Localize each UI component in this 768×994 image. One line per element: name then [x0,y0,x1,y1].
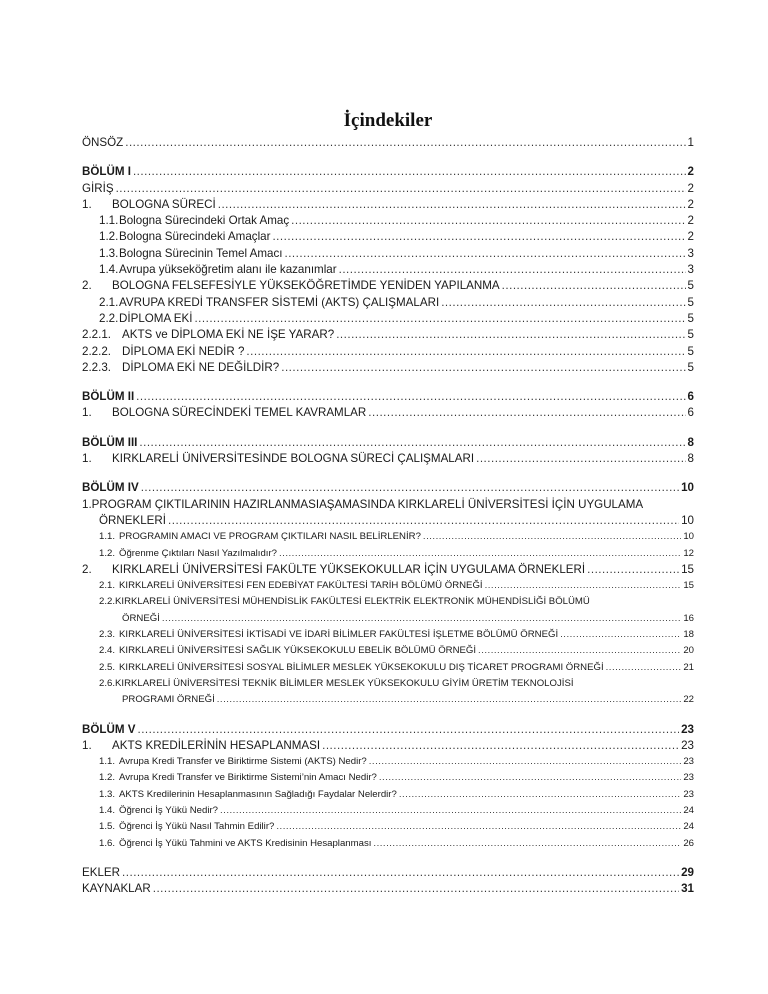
dot-leader [281,360,685,376]
toc-page-number: 10 [681,513,694,527]
toc-number: 1. [82,452,92,466]
toc-label: KIRKLARELİ ÜNİVERSİTESİ SAĞLIK YÜKSEKOKULU EBELİK BÖLÜMÜ ÖRNEĞİ [119,645,477,657]
dot-leader [373,836,681,852]
dot-leader [485,578,682,594]
dot-leader [322,738,679,754]
toc-page-number: 5 [687,295,694,309]
toc-entry-giris[interactable] [82,181,694,197]
toc-number: 1.2. [99,772,116,784]
dot-leader [339,262,686,278]
toc-label: GİRİŞ [82,181,114,195]
toc-number: 1.4. [99,263,119,277]
toc-entry[interactable] [82,295,694,311]
toc-label: BOLOGNA SÜRECİNDEKİ TEMEL KAVRAMLAR [112,406,367,420]
toc-page-number: 12 [683,547,694,559]
dot-leader [141,480,679,496]
dot-leader [291,213,685,229]
dot-leader [587,562,679,578]
dot-leader [606,660,682,676]
dot-leader [476,451,685,467]
toc-page-number: 2 [687,181,694,195]
toc-entry[interactable] [82,643,694,659]
toc-page-number: 15 [683,580,694,592]
section-gap [82,852,694,865]
toc-entry-bolum-5[interactable] [82,722,694,738]
toc-page-number: 3 [687,263,694,277]
toc-page-number: 5 [687,360,694,374]
toc-number: 1.3. [99,788,116,800]
dot-leader [218,197,686,213]
toc-entry[interactable] [82,262,694,278]
toc-number: 1.2. [99,230,119,244]
toc-page-number: 18 [683,629,694,641]
toc-entry[interactable] [82,246,694,262]
toc-label: Öğrenci İş Yükü Tahmini ve AKTS Kredisinin Hesaplanması [119,837,372,849]
toc-page-number: 1 [687,136,694,149]
dot-leader [137,722,679,738]
toc-number: 1.5. [99,821,116,833]
toc-entry[interactable] [82,451,694,467]
toc-entry[interactable] [82,197,694,213]
toc-entry-bolum-4[interactable] [82,480,694,496]
toc-label: BÖLÜM I [82,165,131,179]
dot-leader [220,803,681,819]
dot-leader [246,344,685,360]
toc-number: 2. [82,562,92,576]
toc-entry[interactable] [82,327,694,343]
toc-number: 1.1. [99,756,116,768]
dot-leader [116,181,686,197]
toc-label: BOLOGNA SÜRECİ [112,197,216,211]
toc-label: PROGRAM ÇIKTILARININ HAZIRLANMASIAŞAMASINDA KIRKLARELİ ÜNİVERSİTESİ İÇİN UYGULAMA [91,497,644,511]
toc-page-number: 23 [681,738,694,752]
toc-page-number: 23 [681,722,694,736]
toc-entry[interactable] [82,497,694,530]
toc-entry-bolum-3[interactable] [82,435,694,451]
toc-number: 2.1. [99,295,119,309]
toc-number: 2.2. [99,596,116,608]
toc-label: KIRKLARELİ ÜNİVERSİTESİ İKTİSADİ VE İDARİ BİLİMLER FAKÜLTESİ İŞLETME BÖLÜMÜ ÖRNEĞİ [119,629,559,641]
toc-entry[interactable] [82,770,694,786]
toc-page-number: 8 [687,435,694,449]
dot-leader [368,405,685,421]
section-gap [82,467,694,480]
toc-page-number: 24 [683,804,694,816]
toc-label: AKTS ve DİPLOMA EKİ NE İŞE YARAR? [122,328,335,342]
toc-number: 2. [82,279,92,293]
toc-number: 1.3. [99,246,119,260]
toc-entry[interactable] [82,754,694,770]
toc-label: KAYNAKLAR [82,882,151,896]
toc-entry-line-1 [82,676,694,692]
toc-entry[interactable] [82,213,694,229]
toc-entry[interactable] [82,738,694,754]
toc-entry[interactable] [82,660,694,676]
toc-page-number: 5 [687,328,694,342]
dot-leader [478,643,681,659]
toc-number: 1. [82,738,92,752]
toc-page-number: 16 [683,612,694,624]
toc-number: 2.1. [99,580,116,592]
toc-page-number: 2 [687,165,694,179]
toc-entry[interactable] [82,594,694,627]
toc-label: BÖLÜM III [82,435,138,449]
table-of-contents [82,135,694,897]
toc-label: DİPLOMA EKİ NE DEĞİLDİR? [122,360,280,374]
toc-number: 2.2.3. [82,360,112,374]
toc-label: Öğrenme Çıktıları Nasıl Yazılmalıdır? [119,547,277,559]
toc-label: BÖLÜM II [82,390,135,404]
dot-leader [276,819,681,835]
dot-leader [194,311,685,327]
toc-label: AVRUPA KREDİ TRANSFER SİSTEMİ (AKTS) ÇALIŞMALARI [119,295,440,309]
dot-leader [139,435,685,451]
toc-label: PROGRAMIN AMACI VE PROGRAM ÇIKTILARI NASIL BELİRLENİR? [119,531,421,543]
toc-label: ÖRNEĞİ [122,612,160,624]
toc-number: 2.4. [99,645,116,657]
dot-leader [272,229,685,245]
toc-page-number: 10 [681,481,694,495]
toc-label: BOLOGNA FELSEFESİYLE YÜKSEKÖĞRETİMDE YENİDEN YAPILANMA [112,279,500,293]
toc-entry-onsoz[interactable] [82,135,694,151]
dot-leader [336,327,685,343]
toc-label: DİPLOMA EKİ [119,311,193,325]
toc-page-number: 2 [687,230,694,244]
toc-page-number: 10 [683,531,694,543]
toc-label: BÖLÜM V [82,722,136,736]
toc-label: Bologna Sürecindeki Amaçlar [119,230,271,244]
toc-label: Avrupa Kredi Transfer ve Biriktirme Sistemi’nin Amacı Nedir? [119,772,377,784]
toc-page-number: 2 [687,197,694,211]
dot-leader [133,164,686,180]
toc-page-number: 23 [683,788,694,800]
section-gap [82,376,694,389]
dot-leader [423,529,681,545]
toc-entry[interactable] [82,803,694,819]
toc-label: Öğrenci İş Yükü Nedir? [119,804,219,816]
toc-page-number: 15 [681,562,694,576]
toc-label: ÖRNEKLERİ [99,513,167,527]
toc-label: PROGRAMI ÖRNEĞİ [122,694,215,706]
toc-page-number: 20 [683,645,694,657]
dot-leader [153,881,679,897]
toc-page-number: 6 [687,406,694,420]
section-gap [82,422,694,435]
toc-page-number: 24 [683,821,694,833]
dot-leader [125,135,685,151]
toc-page-number: 8 [687,452,694,466]
toc-entry-bolum-1[interactable] [82,164,694,180]
dot-leader [136,389,685,405]
toc-entry-line-2 [82,513,694,529]
toc-label: EKLER [82,865,121,879]
toc-entry-kaynaklar[interactable] [82,881,694,897]
toc-label: KIRKLARELİ ÜNİVERSİTESİ FAKÜLTE YÜKSEKOKULLAR İÇİN UYGULAMA ÖRNEKLERİ [112,562,586,576]
dot-leader [441,295,685,311]
toc-entry-line-1 [82,497,694,513]
toc-number: 1.1. [99,531,116,543]
toc-number: 2.5. [99,661,116,673]
toc-entry[interactable] [82,229,694,245]
toc-entry[interactable] [82,578,694,594]
toc-number: 2.6. [99,677,116,689]
toc-entry[interactable] [82,311,694,327]
toc-page-number: 3 [687,246,694,260]
toc-label: Bologna Sürecindeki Ortak Amaç [119,214,290,228]
toc-entry[interactable] [82,360,694,376]
dot-leader [162,611,681,627]
toc-page-number: 2 [687,214,694,228]
toc-label: KIRKLARELİ ÜNİVERSİTESİ SOSYAL BİLİMLER MESLEK YÜKSEKOKULU DIŞ TİCARET PROGRAMI ÖRNEĞİ [119,661,604,673]
toc-number: 2.2.1. [82,328,112,342]
dot-leader [217,692,682,708]
toc-entry-line-2 [82,611,694,627]
dot-leader [168,513,679,529]
dot-leader [369,754,682,770]
toc-entry-line-1 [82,594,694,610]
toc-entry[interactable] [82,627,694,643]
toc-page-number: 5 [687,279,694,293]
toc-number: 1.6. [99,837,116,849]
toc-entry[interactable] [82,787,694,803]
toc-label: AKTS Kredilerinin Hesaplanmasının Sağladığı Faydalar Nelerdir? [119,788,397,800]
toc-entry[interactable] [82,676,694,709]
page-title: İçindekiler [343,110,433,131]
toc-number: 1.1. [99,214,119,228]
toc-number: 2.2. [99,311,119,325]
toc-label: Avrupa Kredi Transfer ve Biriktirme Sistemi (AKTS) Nedir? [119,756,367,768]
toc-entry[interactable] [82,546,694,562]
toc-page-number: 5 [687,311,694,325]
dot-leader [560,627,681,643]
toc-page-number: 21 [683,661,694,673]
section-gap [82,151,694,164]
toc-page-number: 26 [683,837,694,849]
toc-label: KIRKLARELİ ÜNİVERSİTESİNDE BOLOGNA SÜRECİ ÇALIŞMALARI [112,452,475,466]
toc-page-number: 23 [683,772,694,784]
toc-number: 2.2.2. [82,344,112,358]
toc-label: DİPLOMA EKİ NEDİR ? [122,344,245,358]
toc-label: Bologna Sürecinin Temel Amacı [119,246,283,260]
toc-label: AKTS KREDİLERİNİN HESAPLANMASI [112,738,321,752]
toc-page-number: 6 [687,390,694,404]
toc-page-number: 5 [687,344,694,358]
toc-number: 1. [82,406,92,420]
dot-leader [399,787,682,803]
dot-leader [379,770,681,786]
toc-label: KIRKLARELİ ÜNİVERSİTESİ FEN EDEBİYAT FAKÜLTESİ TARİH BÖLÜMÜ ÖRNEĞİ [119,580,483,592]
toc-page-number: 23 [683,756,694,768]
dot-leader [122,865,679,881]
dot-leader [279,546,681,562]
toc-number: 1. [82,197,92,211]
toc-label: KIRKLARELİ ÜNİVERSİTESİ MÜHENDİSLİK FAKÜLTESİ ELEKTRİK ELEKTRONİK MÜHENDİSLİĞİ BÖLÜMÜ [115,596,590,608]
toc-number: 1.4. [99,804,116,816]
toc-page-number: 31 [681,882,694,896]
toc-label: Öğrenci İş Yükü Nasıl Tahmin Edilir? [119,821,275,833]
toc-entry[interactable] [82,819,694,835]
section-gap [82,709,694,722]
toc-page-number: 29 [681,865,694,879]
toc-number: 1.2. [99,547,116,559]
toc-entry[interactable] [82,405,694,421]
toc-number: 2.3. [99,629,116,641]
toc-entry-ekler[interactable] [82,865,694,881]
toc-label: ÖNSÖZ [82,136,124,149]
toc-entry[interactable] [82,344,694,360]
dot-leader [284,246,685,262]
toc-entry-line-2 [82,692,694,708]
toc-label: KIRKLARELİ ÜNİVERSİTESİ TEKNİK BİLİMLER MESLEK YÜKSEKOKULU GİYİM ÜRETİM TEKNOLOJİSİ [115,677,574,689]
toc-entry[interactable] [82,278,694,294]
toc-entry[interactable] [82,562,694,578]
toc-entry[interactable] [82,836,694,852]
toc-entry[interactable] [82,529,694,545]
toc-label: Avrupa yükseköğretim alanı ile kazanımlar [119,263,337,277]
toc-label: BÖLÜM IV [82,481,139,495]
toc-entry-bolum-2[interactable] [82,389,694,405]
dot-leader [502,278,686,294]
toc-page-number: 22 [683,694,694,706]
toc-number: 1. [82,497,92,511]
